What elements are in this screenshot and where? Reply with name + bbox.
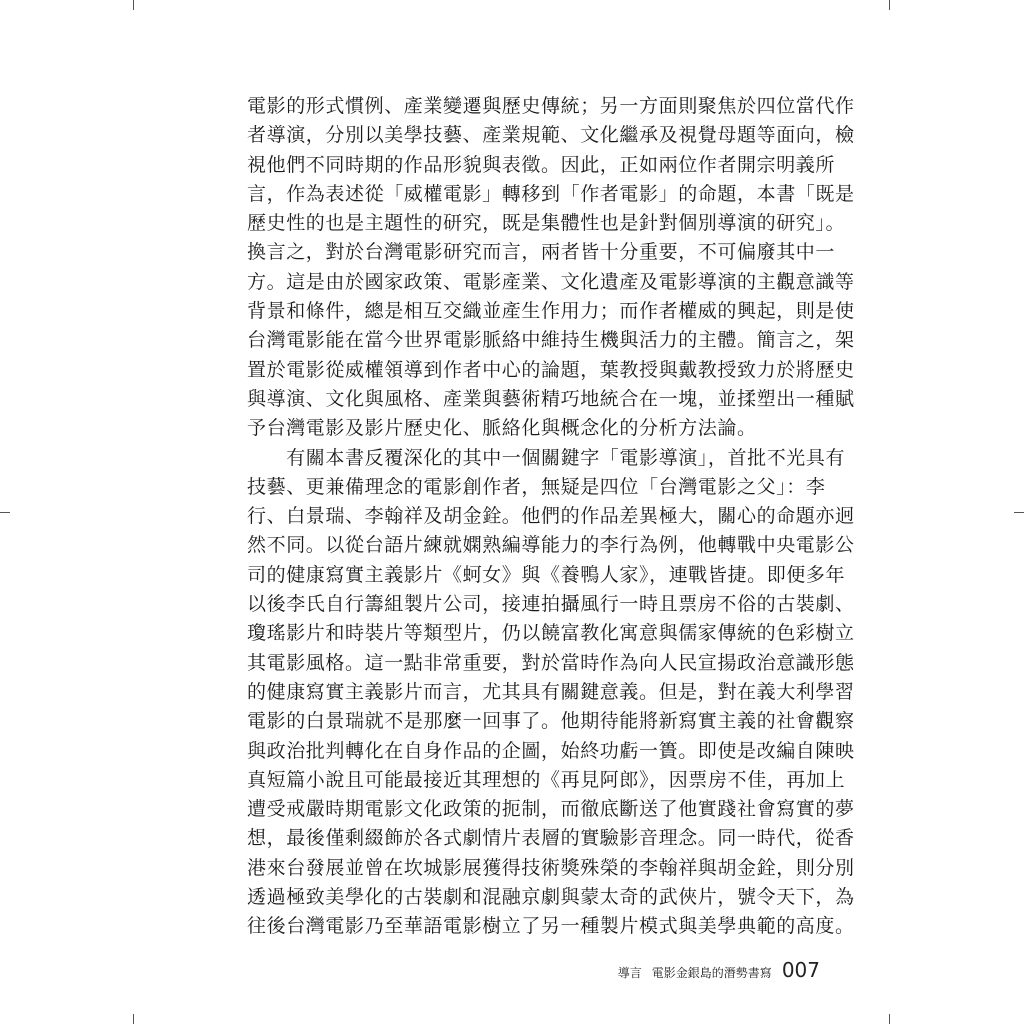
crop-mark-bottom-left: [133, 1014, 134, 1024]
text-line: 有關本書反覆深化的其中一個關鍵字「電影導演」，首批不光具有: [247, 446, 846, 469]
text-line: 方。這是由於國家政策、電影產業、文化遺產及電影導演的主觀意識等: [247, 270, 855, 293]
text-line: 者導演，分別以美學技藝、產業規範、文化繼承及視覺母題等面向，檢: [247, 124, 855, 147]
text-line: 與政治批判轉化在自身作品的企圖，始終功虧一簣。即使是改編自陳映: [247, 739, 855, 762]
text-line: 視他們不同時期的作品形貌與表徵。因此，正如兩位作者開宗明義所: [247, 153, 836, 176]
text-line: 換言之，對於台灣電影研究而言，兩者皆十分重要，不可偏廢其中一: [247, 241, 836, 264]
text-line: 電影的白景瑞就不是那麼一回事了。他期待能將新寫實主義的社會觀察: [247, 710, 855, 733]
text-line: 電影的形式慣例、產業變遷與歷史傳統；另一方面則聚焦於四位當代作: [247, 95, 855, 117]
footer-chapter-label: 導言: [617, 966, 642, 980]
text-line: 言，作為表述從「威權電影」轉移到「作者電影」的命題，本書「既是: [247, 182, 855, 205]
text-line: 行、白景瑞、李翰祥及胡金銓。他們的作品差異極大，關心的命題亦迥: [247, 505, 855, 528]
text-line: 司的健康寫實主義影片《蚵女》與《養鴨人家》，連戰皆捷。即便多年: [247, 563, 846, 586]
footer-book-title: 電影金銀島的潛勢書寫: [651, 966, 772, 980]
text-line: 瓊瑤影片和時裝片等類型片，仍以饒富教化寓意與儒家傳統的色彩樹立: [247, 622, 855, 645]
running-footer: [600, 958, 820, 982]
crop-mark-top-right: [889, 0, 890, 10]
text-line: 歷史性的也是主題性的研究，既是集體性也是針對個別導演的研究」。: [247, 212, 846, 235]
crop-mark-middle-left: [0, 512, 10, 513]
text-line: 往後台灣電影乃至華語電影樹立了另一種製片模式與美學典範的高度。: [247, 915, 855, 938]
text-line: 其電影風格。這一點非常重要，對於當時作為向人民宣揚政治意識形態: [247, 651, 855, 674]
text-line: 台灣電影能在當今世界電影脈絡中維持生機與活力的主體。簡言之，架: [247, 329, 855, 352]
text-line: 的健康寫實主義影片而言，尤其具有關鍵意義。但是，對在義大利學習: [247, 680, 855, 703]
text-line: 置於電影從威權領導到作者中心的論題，葉教授與戴教授致力於將歷史: [247, 358, 855, 381]
text-line: 想，最後僅剩綴飾於各式劇情片表層的實驗影音理念。同一時代，從香: [247, 827, 855, 850]
text-line: 港來台發展並曾在坎城影展獲得技術獎殊榮的李翰祥與胡金銓，則分別: [247, 856, 855, 879]
body-text: [247, 92, 855, 942]
text-line: 背景和條件，總是相互交織並產生作用力；而作者權威的興起，則是使: [247, 300, 855, 323]
text-line: 技藝、更兼備理念的電影創作者，無疑是四位「台灣電影之父」：李: [247, 475, 826, 498]
page-number: 007: [781, 958, 820, 982]
crop-mark-bottom-right: [889, 1014, 890, 1024]
text-line: 以後李氏自行籌組製片公司，接連拍攝風行一時且票房不俗的古裝劇、: [247, 593, 855, 616]
text-line: 予台灣電影及影片歷史化、脈絡化與概念化的分析方法論。: [247, 417, 757, 440]
crop-mark-middle-right: [1014, 512, 1024, 513]
text-line: 然不同。以從台語片練就嫻熟編導能力的李行為例，他轉戰中央電影公: [247, 534, 855, 557]
text-line: 真短篇小說且可能最接近其理想的《再見阿郎》，因票房不佳，再加上: [247, 768, 846, 791]
text-line: 透過極致美學化的古裝劇和混融京劇與蒙太奇的武俠片，號令天下，為: [247, 886, 855, 909]
text-line: 遭受戒嚴時期電影文化政策的扼制，而徹底斷送了他實踐社會寫實的夢: [247, 798, 855, 821]
crop-mark-top-left: [133, 0, 134, 10]
text-line: 與導演、文化與風格、產業與藝術精巧地統合在一塊，並揉塑出一種賦: [247, 387, 855, 410]
